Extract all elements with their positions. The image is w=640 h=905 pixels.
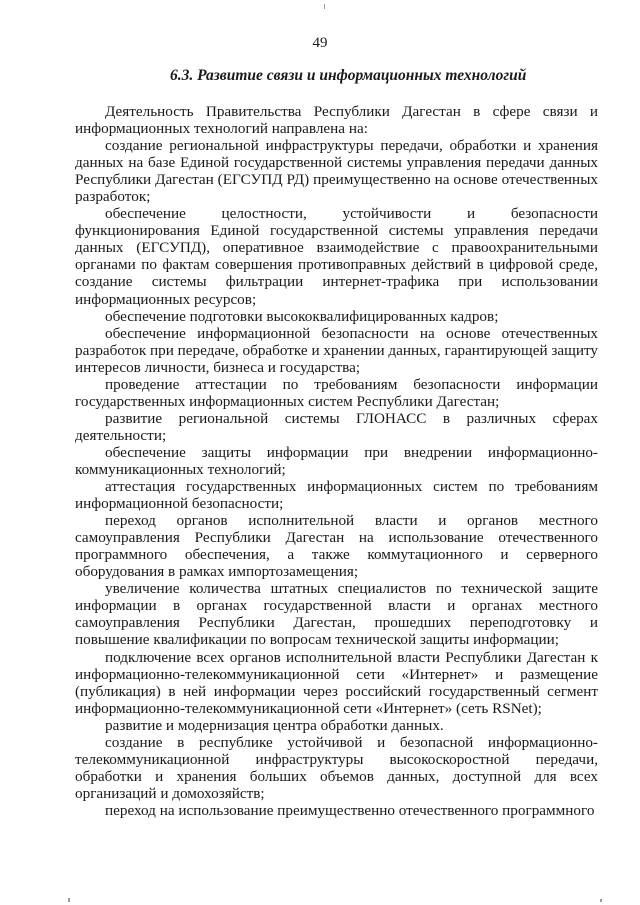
section-heading: 6.3. Развитие связи и информационных технологий xyxy=(170,67,527,84)
list-item: развитие и модернизация центра обработки данных. xyxy=(105,716,444,734)
list-item: обеспечение целостности, устойчивости и безопасности функционирования Единой государственной системы управления передачи данных (ЕГСУПД), оперативное взаимодействие с правоохранительными органами по фактам совершения противоправных действий в цифровой среде, создание системы фильтрации интернет-трафика при использовании информационных ресурсов; xyxy=(75,205,598,308)
scan-mark-bottom-left xyxy=(68,898,70,902)
list-item: увеличение количества штатных специалистов по технической защите информации в органах государственной власти и органах местного самоуправления Республики Дагестан, прошедших переподготовку и повышение квалификации по вопросам технической защиты информации; xyxy=(75,580,598,649)
scan-mark-bottom-right xyxy=(600,899,602,902)
list-item: обеспечение информационной безопасности на основе отечественных разработок при передаче, обработке и хранении данных, гарантирующей защиту интересов личности, бизнеса и государства; xyxy=(75,324,598,376)
list-item: проведение аттестации по требованиям безопасности информации государственных информационных систем Республики Дагестан; xyxy=(75,375,598,410)
list-item: обеспечение подготовки высококвалифицированных кадров; xyxy=(105,307,499,325)
list-item: создание региональной инфраструктуры передачи, обработки и хранения данных на базе Единой государственной системы управления передачи данных Республики Дагестан (ЕГСУПД РД) преимущественно на основе отечественных разработок; xyxy=(75,137,598,206)
paragraph-intro: Деятельность Правительства Республики Дагестан в сфере связи и информационных технологий направлена на: xyxy=(75,103,598,138)
list-item: развитие региональной системы ГЛОНАСС в различных сферах деятельности; xyxy=(75,409,598,444)
list-item: создание в республике устойчивой и безопасной информационно-телекоммуникационной инфраструктуры высокоскоростной передачи, обработки и хранения больших объемов данных, доступной для всех организаций и домохозяйств; xyxy=(75,733,598,802)
list-item: подключение всех органов исполнительной власти Республики Дагестан к информационно-телекоммуникационной сети «Интернет» и размещение (публикация) в ней информации через российский государственный сегмент информационно-телекоммуникационной сети «Интернет» (сеть RSNet); xyxy=(75,648,598,717)
page-number: 49 xyxy=(312,35,328,51)
body-text xyxy=(75,103,598,819)
list-item: аттестация государственных информационных систем по требованиям информационной безопасности; xyxy=(75,478,598,513)
list-item: переход на использование преимущественно отечественного программного xyxy=(105,801,595,819)
list-item: обеспечение защиты информации при внедрении информационно-коммуникационных технологий; xyxy=(75,443,598,478)
list-item: переход органов исполнительной власти и органов местного самоуправления Республики Дагестан на использование отечественного программного обеспечения, а также коммутационного и серверного оборудования в рамках импортозамещения; xyxy=(75,512,598,581)
scan-mark-top xyxy=(324,4,325,9)
